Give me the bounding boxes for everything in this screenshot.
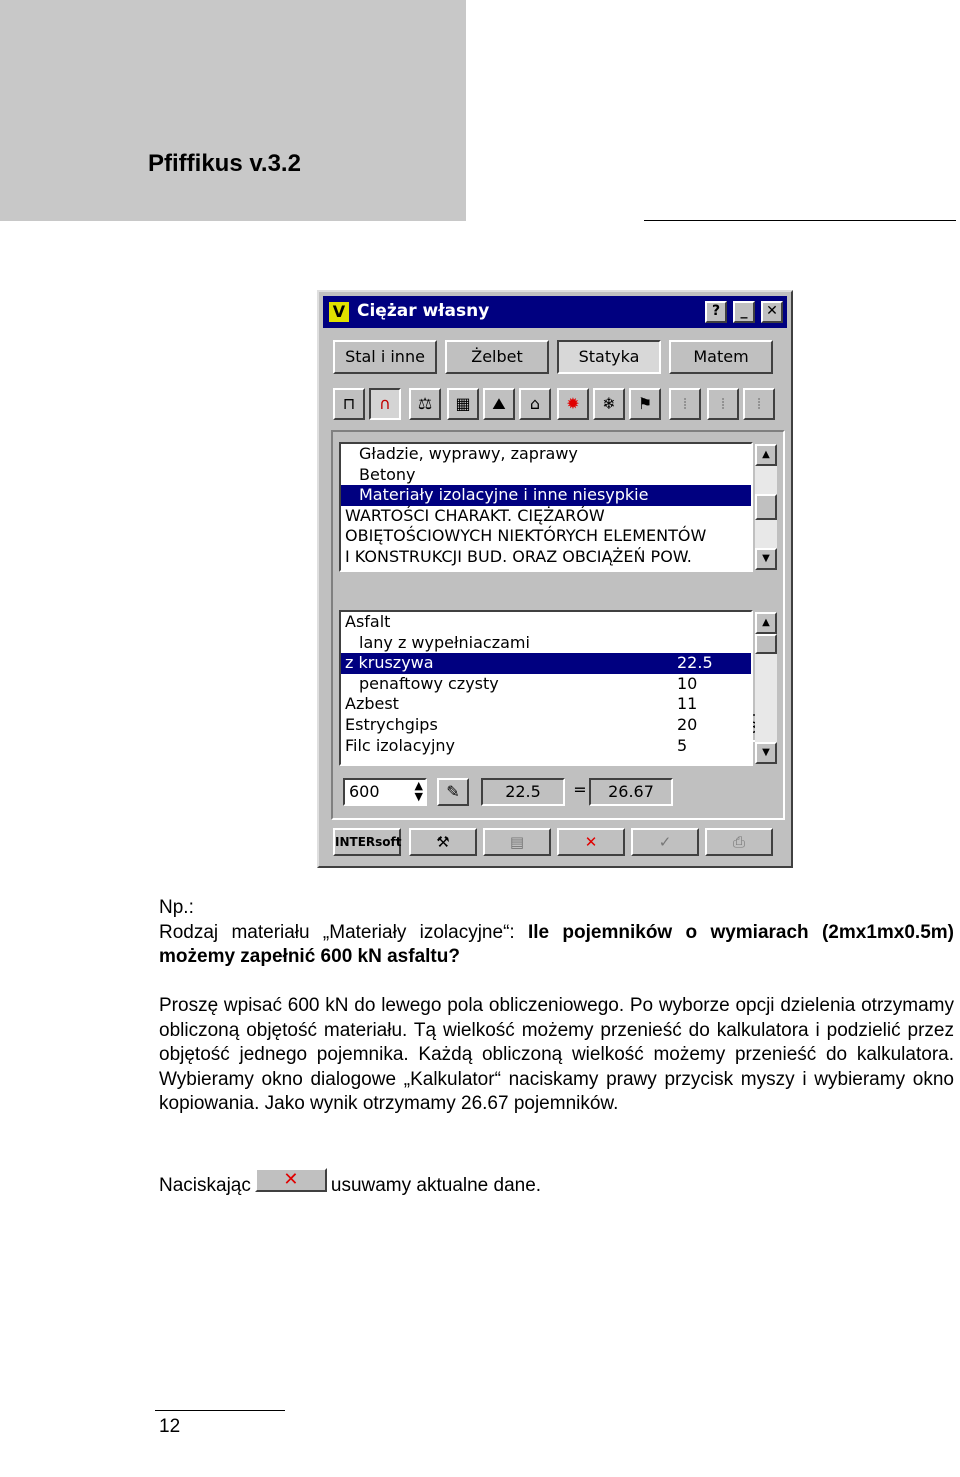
disabled-tool-2-icon: ⁞ <box>707 388 739 420</box>
check-icon[interactable]: ✓ <box>631 828 699 856</box>
list-item[interactable]: I KONSTRUKCJI BUD. ORAZ OBCIĄŻEŃ POW. <box>345 546 692 566</box>
footer-rule <box>155 1410 285 1411</box>
page-number: 12 <box>159 1416 181 1437</box>
app-icon: V <box>329 302 349 322</box>
material-scrollbar[interactable] <box>755 612 777 764</box>
scroll-up-icon[interactable]: ▲ <box>755 612 777 634</box>
question-bold: Ile pojemników o wymiarach (2mx1mx0.5m) możemy zapełnić 600 kN asfaltu? <box>159 921 954 968</box>
material-list[interactable] <box>339 610 753 766</box>
delete-note: Naciskając ✕ usuwamy aktualne dane. <box>159 1169 542 1197</box>
list-item-selected[interactable]: z kruszywa 22.5 <box>341 653 751 674</box>
list-item[interactable]: Asfalt <box>345 612 391 631</box>
sun-icon[interactable]: ✹ <box>557 388 589 420</box>
tab-matem[interactable]: Matem <box>669 340 773 374</box>
list-item[interactable]: Filc izolacyjny 5 <box>345 735 688 755</box>
close-button[interactable]: ✕ <box>761 301 783 323</box>
magnet-icon[interactable]: ∩ <box>369 388 401 420</box>
delete-button-icon: ✕ <box>255 1168 327 1192</box>
weight-dialog <box>317 290 793 868</box>
header-rule <box>644 220 956 221</box>
help-button[interactable]: ? <box>705 301 727 323</box>
list-item[interactable]: penaftowy czysty 10 <box>359 673 698 693</box>
scroll-thumb[interactable] <box>755 494 777 520</box>
intersoft-logo-icon[interactable]: INTERsoft <box>333 828 401 856</box>
tab-zelbet[interactable]: Żelbet <box>445 340 549 374</box>
tab-stal[interactable]: Stal i inne <box>333 340 437 374</box>
snowflake-icon[interactable]: ❄ <box>593 388 625 420</box>
printer-icon[interactable]: ⎙ <box>705 828 773 856</box>
minimize-button[interactable]: _ <box>733 301 755 323</box>
example-block <box>159 896 954 970</box>
list-item-selected[interactable]: Materiały izolacyjne i inne niesypkie <box>341 485 751 506</box>
scale-icon[interactable]: ⚖ <box>409 388 441 420</box>
delete-icon[interactable]: ✕ <box>557 828 625 856</box>
np-label: Np.: <box>159 897 194 918</box>
header-box <box>0 0 466 221</box>
equals-sign: = <box>573 780 587 799</box>
disabled-tool-1-icon: ⁞ <box>669 388 701 420</box>
list-item[interactable]: OBIĘTOŚCIOWYCH NIEKTÓRYCH ELEMENTÓW <box>345 526 707 546</box>
amount-input[interactable]: 600 ▲ ▼ <box>343 778 427 806</box>
list-item[interactable]: Betony <box>359 464 416 484</box>
scroll-down-icon[interactable]: ▼ <box>755 548 777 570</box>
list-item[interactable]: Gładzie, wyprawy, zaprawy <box>359 444 578 463</box>
calculator-icon[interactable]: ▤ <box>483 828 551 856</box>
spinner-icon[interactable]: ▲ ▼ <box>414 779 423 803</box>
result-field: 26.67 <box>589 778 673 806</box>
category-scrollbar[interactable] <box>755 444 777 570</box>
dialog-title: Ciężar własny <box>357 301 490 321</box>
unit-weight-field: 22.5 <box>481 778 565 806</box>
grid-icon[interactable]: ▦ <box>447 388 479 420</box>
scroll-down-icon[interactable]: ▼ <box>755 742 777 764</box>
list-item[interactable]: Azbest 11 <box>345 694 698 714</box>
list-item[interactable]: WARTOŚCI CHARAKT. CIĘŻARÓW <box>345 505 605 525</box>
scroll-thumb[interactable] <box>755 634 777 654</box>
scroll-up-icon[interactable]: ▲ <box>755 444 777 466</box>
category-list[interactable] <box>339 442 753 572</box>
question: Rodzaj materiału „Materiały izolacyjne“: Ile pojemników o wymiarach (2mx1mx0.5m) możemy zapełnić 600 kN asfaltu? <box>159 921 954 968</box>
list-item[interactable]: lany z wypełniaczami <box>359 632 530 652</box>
instructions-paragraph: Proszę wpisać 600 kN do lewego pola obliczeniowego. Po wyborze opcji dzielenia otrzymamy obliczoną objętość materiału. Tą wielkość możemy przenieść do kalkulatora i podzielić przez objętość jednego pojemnika. Każdą obliczoną wielkość możemy przenieść do kalkulatora. Wybieramy okno dialogowe „Kalkulator“ naciskamy prawy przycisk myszy i wybieramy okno kopiowania. Jako wynik otrzymamy 26.67 pojemników. <box>159 995 954 1115</box>
dialog-titlebar <box>323 296 787 328</box>
house-icon[interactable]: ⌂ <box>519 388 551 420</box>
disabled-tool-3-icon: ⁞ <box>743 388 775 420</box>
page-title: Pfiffikus v.3.2 <box>148 150 301 177</box>
edit-pencil-button[interactable]: ✎ <box>437 778 469 806</box>
hammer-icon[interactable]: ⚒ <box>409 828 477 856</box>
bridge-icon[interactable]: ⊓ <box>333 388 365 420</box>
wind-icon[interactable]: ⚑ <box>629 388 661 420</box>
list-item[interactable]: Estrychgips 20 <box>345 714 698 734</box>
mountains-icon[interactable]: ⛰ <box>483 388 515 420</box>
content-panel <box>331 430 785 820</box>
tab-statyka[interactable]: Statyka <box>557 340 661 374</box>
